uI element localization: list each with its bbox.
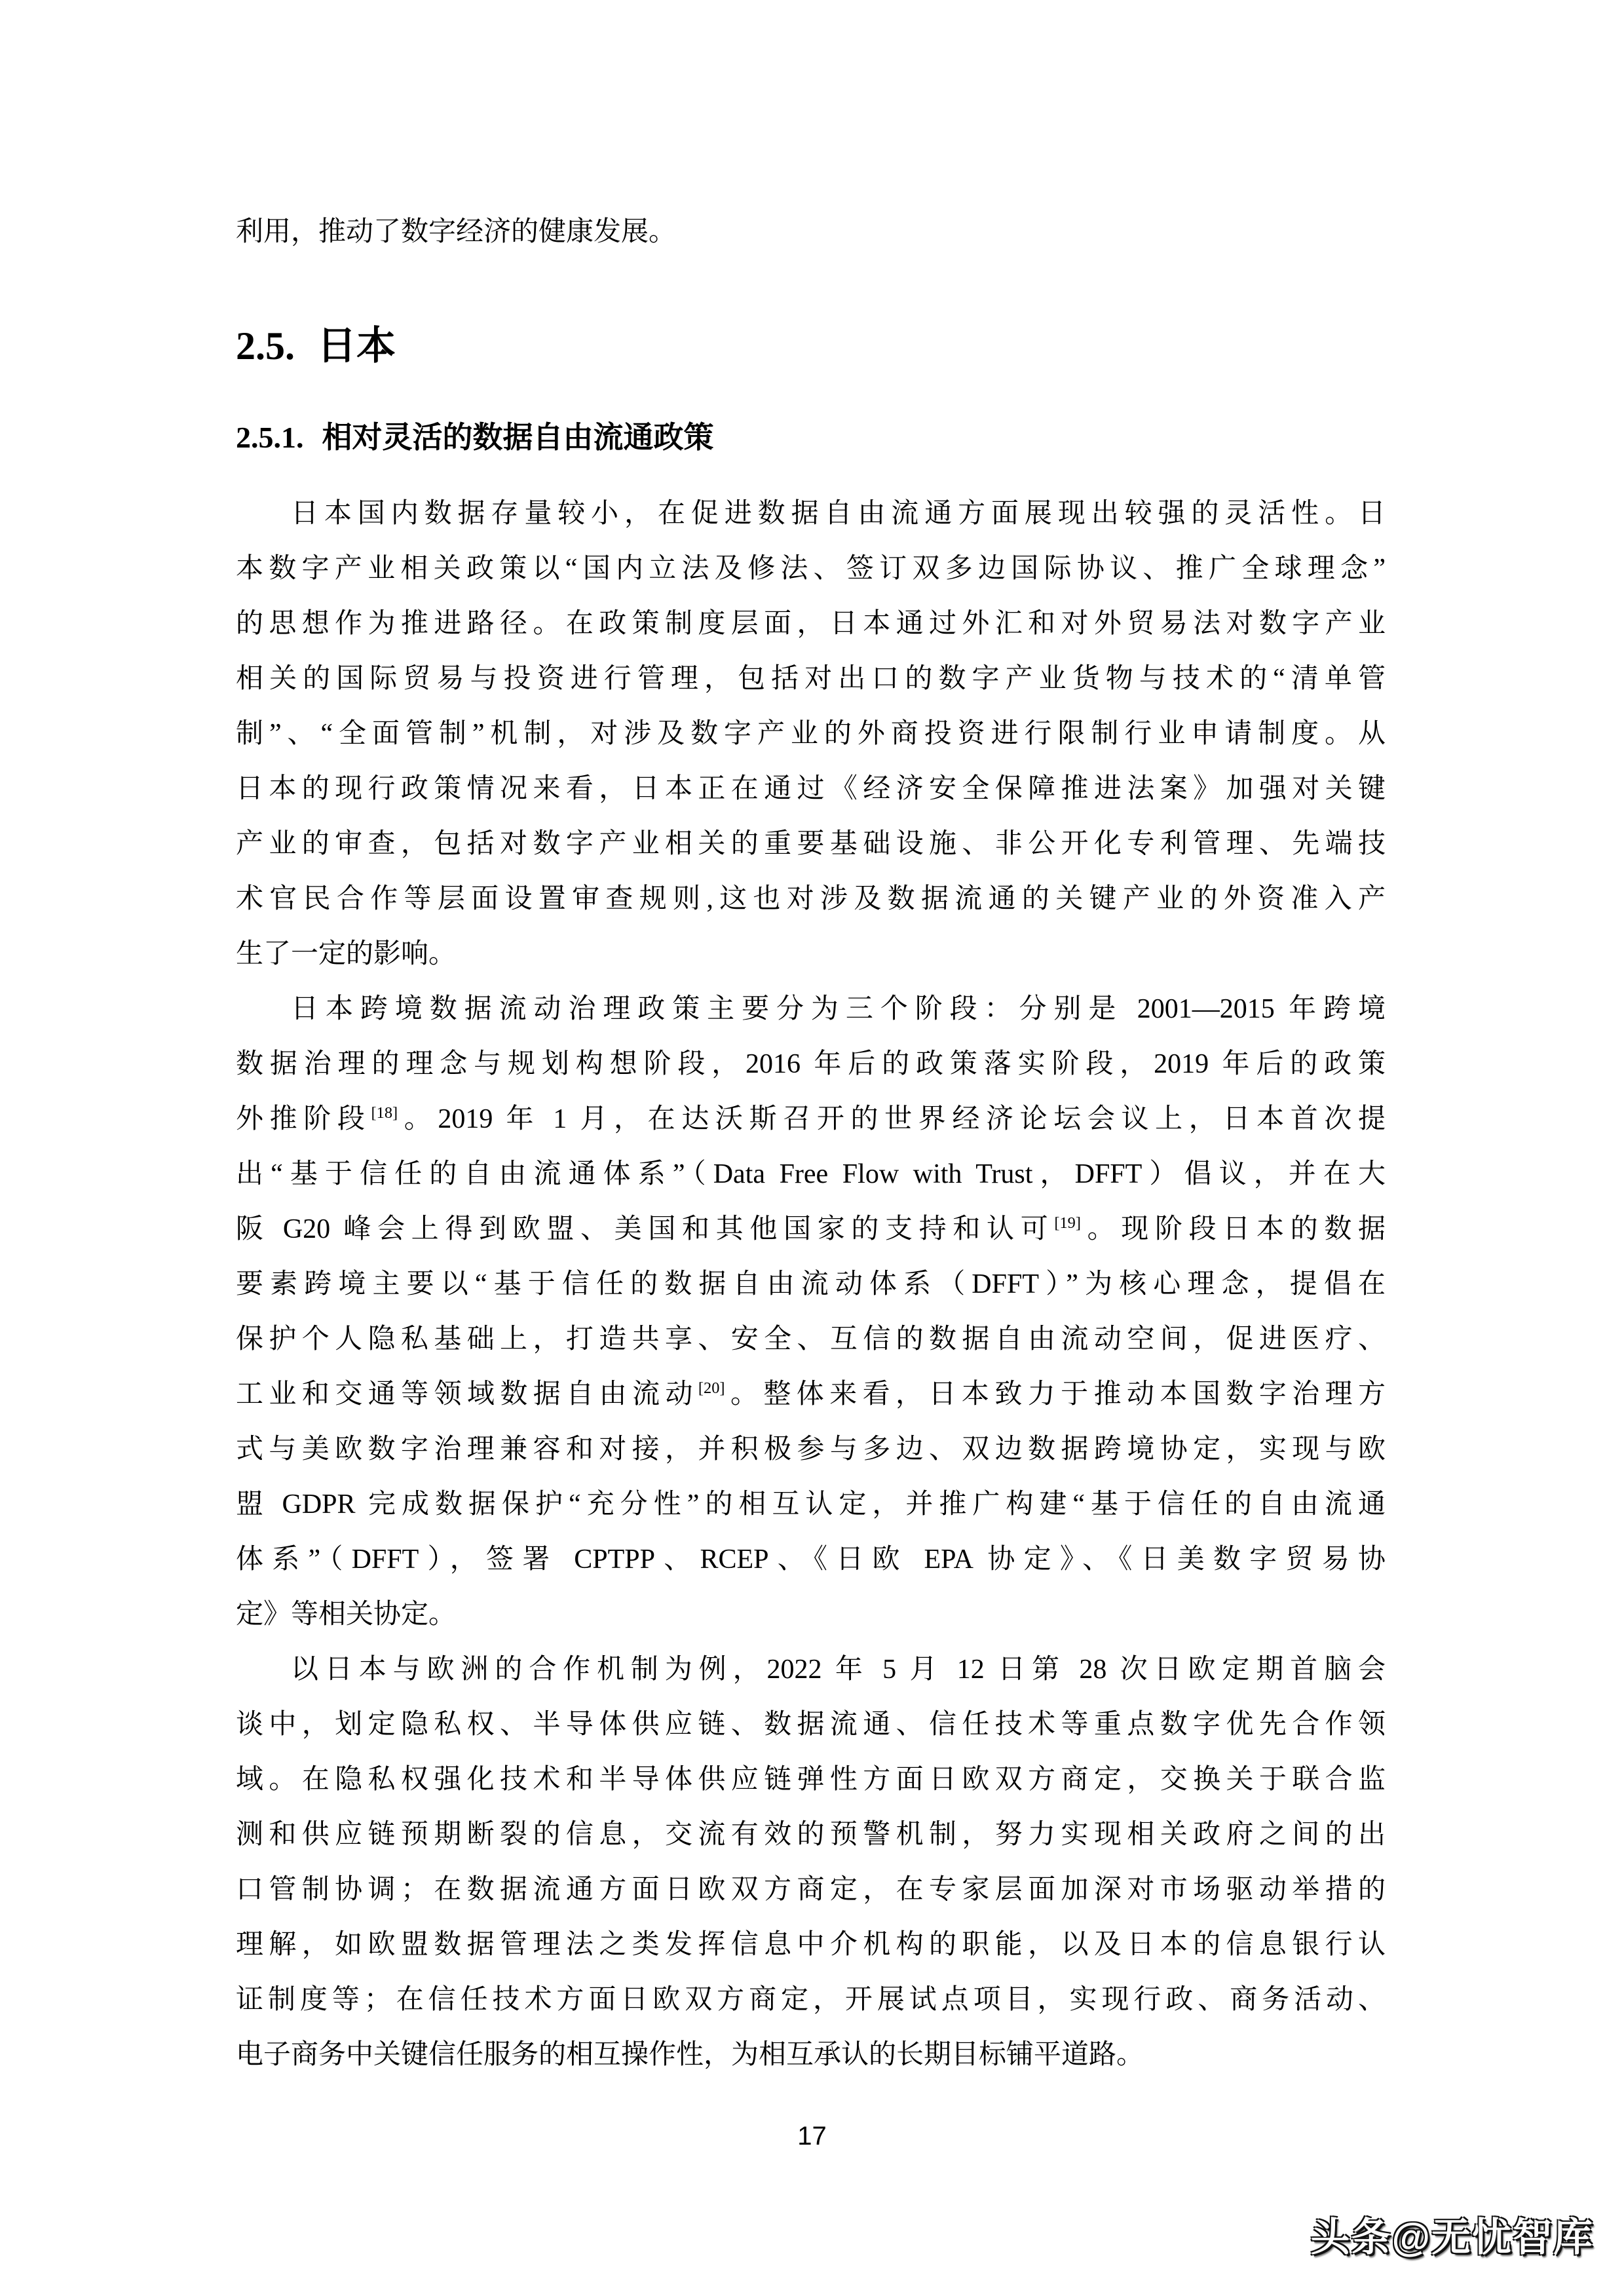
text-line: 外推阶段[18]。2019 年 1 月，在达沃斯召开的世界经济论坛会议上，日本首次提	[236, 1104, 1386, 1134]
text-line: 电子商务中关键信任服务的相互操作性，为相互承认的长期目标铺平道路。	[236, 2040, 1144, 2070]
text-line: 术官民合作等层面设置审查规则,这也对涉及数据流通的关键产业的外资准入产	[236, 884, 1386, 914]
subsection-number: 2.5.1.	[236, 421, 304, 454]
text-line: 体系”（DFFT），签署 CPTPP、RCEP、《日欧 EPA 协定》、《日美数字贸易协	[236, 1544, 1386, 1575]
text-line: 产业的审查，包括对数字产业相关的重要基础设施、非公开化专利管理、先端技	[236, 829, 1386, 859]
text-line: 本数字产业相关政策以“国内立法及修法、签订双多边国际协议、推广全球理念”	[236, 554, 1386, 584]
footnote-reference: [20]	[698, 1379, 725, 1397]
text-line: 盟 GDPR 完成数据保护“充分性”的相互认定，并推广构建“基于信任的自由流通	[236, 1489, 1386, 1520]
text-line: 理解，如欧盟数据管理法之类发挥信息中介机构的职能，以及日本的信息银行认	[236, 1930, 1386, 1960]
text-line: 出“基于信任的自由流通体系”（Data Free Flow with Trust，DFFT）倡议，并在大	[236, 1159, 1386, 1189]
paragraphs	[236, 486, 1386, 2082]
text-line: 相关的国际贸易与投资进行管理，包括对出口的数字产业货物与技术的“清单管	[236, 664, 1386, 694]
footnote-reference: [19]	[1054, 1214, 1081, 1232]
page-number: 17	[797, 2122, 827, 2151]
paragraph	[236, 486, 1386, 982]
text-line: 谈中，划定隐私权、半导体供应链、数据流通、信任技术等重点数字优先合作领	[236, 1710, 1386, 1740]
paragraph	[236, 982, 1386, 1642]
text-line: 要素跨境主要以“基于信任的数据自由流动体系（DFFT）”为核心理念，提倡在	[236, 1269, 1386, 1299]
section-title: 日本	[317, 324, 396, 368]
subsection-heading	[236, 418, 1386, 457]
text-line: 以日本与欧洲的合作机制为例，2022 年 5 月 12 日第 28 次日欧定期首脑会	[291, 1655, 1386, 1685]
text-line: 数据治理的理念与规划构想阶段，2016 年后的政策落实阶段，2019 年后的政策	[236, 1049, 1386, 1079]
section-heading	[236, 322, 1386, 370]
text-line: 阪 G20 峰会上得到欧盟、美国和其他国家的支持和认可[19]。现阶段日本的数据	[236, 1214, 1386, 1244]
section-number: 2.5.	[236, 324, 295, 368]
watermark: 头条@无忧智库	[1310, 2215, 1594, 2259]
subsection-title: 相对灵活的数据自由流通政策	[322, 420, 714, 454]
text-line: 式与美欧数字治理兼容和对接，并积极参与多边、双边数据跨境协定，实现与欧	[236, 1434, 1386, 1464]
text-line: 的思想作为推进路径。在政策制度层面，日本通过外汇和对外贸易法对数字产业	[236, 609, 1386, 639]
paragraph	[236, 1642, 1386, 2082]
paragraph-continuation: 利用，推动了数字经济的健康发展。	[236, 217, 677, 247]
text-line: 测和供应链预期断裂的信息，交流有效的预警机制，努力实现相关政府之间的出	[236, 1820, 1386, 1850]
text-line: 日本的现行政策情况来看，日本正在通过《经济安全保障推进法案》加强对关键	[236, 774, 1386, 804]
footnote-reference: [18]	[371, 1104, 398, 1122]
text-line: 口管制协调；在数据流通方面日欧双方商定，在专家层面加深对市场驱动举措的	[236, 1875, 1386, 1905]
text-line: 证制度等；在信任技术方面日欧双方商定，开展试点项目，实现行政、商务活动、	[236, 1985, 1386, 2015]
text-line: 保护个人隐私基础上，打造共享、安全、互信的数据自由流动空间，促进医疗、	[236, 1324, 1386, 1354]
text-line: 日本跨境数据流动治理政策主要分为三个阶段：分别是 2001—2015 年跨境	[291, 994, 1386, 1024]
text-line: 定》等相关协定。	[236, 1599, 457, 1630]
text-line: 日本国内数据存量较小，在促进数据自由流通方面展现出较强的灵活性。日	[291, 499, 1386, 529]
text-line: 制”、“全面管制”机制，对涉及数字产业的外商投资进行限制行业申请制度。从	[236, 719, 1386, 749]
text-column	[236, 0, 1386, 2082]
text-line: 工业和交通等领域数据自由流动[20]。整体来看，日本致力于推动本国数字治理方	[236, 1379, 1386, 1409]
text-line: 域。在隐私权强化技术和半导体供应链弹性方面日欧双方商定，交换关于联合监	[236, 1765, 1386, 1795]
text-line: 生了一定的影响。	[236, 939, 457, 969]
